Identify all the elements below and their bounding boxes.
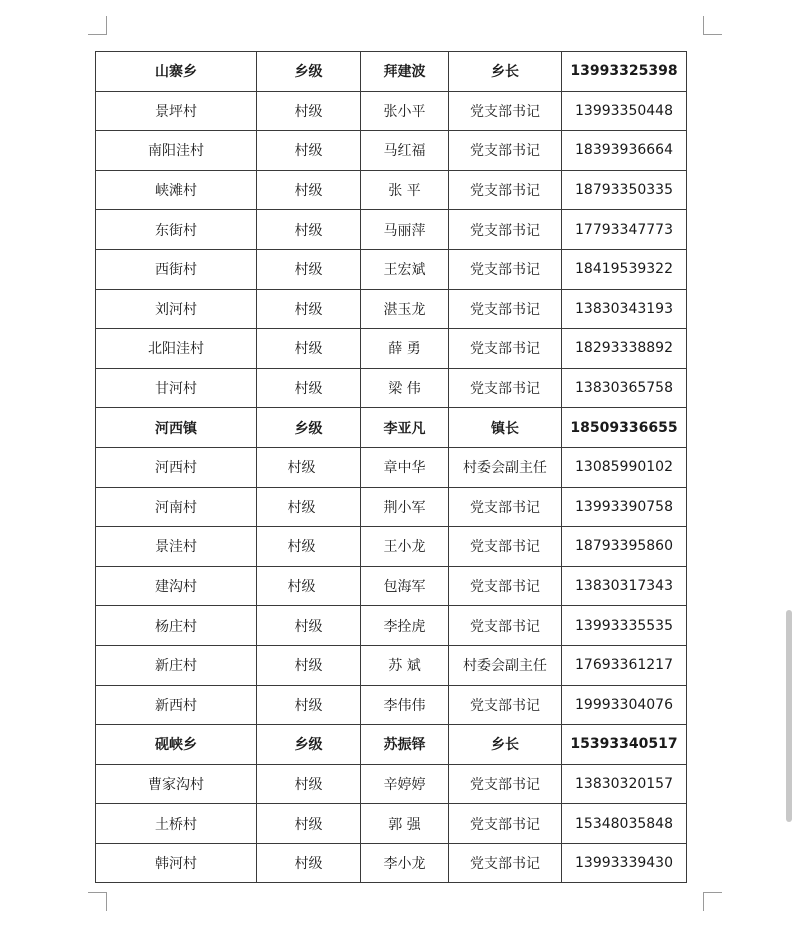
level-cell: 村级 — [257, 606, 361, 646]
place-cell: 新西村 — [96, 685, 257, 725]
person-name-cell: 李拴虎 — [361, 606, 449, 646]
place-cell: 东街村 — [96, 210, 257, 250]
phone-cell: 18293338892 — [562, 329, 687, 369]
vertical-scrollbar[interactable] — [786, 610, 792, 822]
place-cell: 河南村 — [96, 487, 257, 527]
level-cell: 村级 — [257, 447, 361, 487]
person-name-cell: 辛婷婷 — [361, 764, 449, 804]
village-row — [96, 764, 687, 804]
level-cell: 村级 — [257, 210, 361, 250]
phone-cell: 15348035848 — [562, 804, 687, 844]
phone-cell: 19993304076 — [562, 685, 687, 725]
place-cell: 南阳洼村 — [96, 131, 257, 171]
person-name-cell: 梁 伟 — [361, 368, 449, 408]
village-row — [96, 368, 687, 408]
contact-table-body — [96, 52, 687, 883]
person-name-cell: 拜建波 — [361, 52, 449, 92]
village-row — [96, 210, 687, 250]
person-name-cell: 苏 斌 — [361, 645, 449, 685]
phone-cell: 13830317343 — [562, 566, 687, 606]
level-cell: 村级 — [257, 566, 361, 606]
job-title-cell: 党支部书记 — [449, 487, 562, 527]
contact-table — [95, 51, 687, 883]
village-row — [96, 843, 687, 883]
job-title-cell: 村委会副主任 — [449, 447, 562, 487]
village-row — [96, 447, 687, 487]
place-cell: 土桥村 — [96, 804, 257, 844]
village-row — [96, 170, 687, 210]
phone-cell: 13830320157 — [562, 764, 687, 804]
village-row — [96, 685, 687, 725]
level-cell: 乡级 — [257, 725, 361, 765]
job-title-cell: 党支部书记 — [449, 764, 562, 804]
level-cell: 村级 — [257, 170, 361, 210]
person-name-cell: 李小龙 — [361, 843, 449, 883]
place-cell: 河西村 — [96, 447, 257, 487]
village-row — [96, 645, 687, 685]
person-name-cell: 薛 勇 — [361, 329, 449, 369]
job-title-cell: 村委会副主任 — [449, 645, 562, 685]
job-title-cell: 党支部书记 — [449, 606, 562, 646]
phone-cell: 13085990102 — [562, 447, 687, 487]
village-row — [96, 329, 687, 369]
person-name-cell: 包海军 — [361, 566, 449, 606]
person-name-cell: 王宏斌 — [361, 249, 449, 289]
level-cell: 乡级 — [257, 52, 361, 92]
person-name-cell: 马丽萍 — [361, 210, 449, 250]
person-name-cell: 王小龙 — [361, 527, 449, 567]
township-header-row — [96, 52, 687, 92]
job-title-cell: 党支部书记 — [449, 566, 562, 606]
place-cell: 甘河村 — [96, 368, 257, 408]
place-cell: 河西镇 — [96, 408, 257, 448]
phone-cell: 18393936664 — [562, 131, 687, 171]
job-title-cell: 乡长 — [449, 52, 562, 92]
job-title-cell: 党支部书记 — [449, 843, 562, 883]
place-cell: 刘河村 — [96, 289, 257, 329]
person-name-cell: 张 平 — [361, 170, 449, 210]
level-cell: 村级 — [257, 527, 361, 567]
job-title-cell: 党支部书记 — [449, 249, 562, 289]
place-cell: 北阳洼村 — [96, 329, 257, 369]
person-name-cell: 湛玉龙 — [361, 289, 449, 329]
township-header-row — [96, 725, 687, 765]
job-title-cell: 党支部书记 — [449, 329, 562, 369]
place-cell: 杨庄村 — [96, 606, 257, 646]
job-title-cell: 党支部书记 — [449, 527, 562, 567]
village-row — [96, 527, 687, 567]
village-row — [96, 804, 687, 844]
job-title-cell: 镇长 — [449, 408, 562, 448]
person-name-cell: 章中华 — [361, 447, 449, 487]
place-cell: 西街村 — [96, 249, 257, 289]
village-row — [96, 289, 687, 329]
place-cell: 砚峡乡 — [96, 725, 257, 765]
job-title-cell: 党支部书记 — [449, 91, 562, 131]
job-title-cell: 乡长 — [449, 725, 562, 765]
place-cell: 新庄村 — [96, 645, 257, 685]
phone-cell: 18793395860 — [562, 527, 687, 567]
phone-cell: 17793347773 — [562, 210, 687, 250]
person-name-cell: 郭 强 — [361, 804, 449, 844]
phone-cell: 13993350448 — [562, 91, 687, 131]
level-cell: 村级 — [257, 843, 361, 883]
person-name-cell: 苏振铎 — [361, 725, 449, 765]
job-title-cell: 党支部书记 — [449, 289, 562, 329]
person-name-cell: 张小平 — [361, 91, 449, 131]
village-row — [96, 91, 687, 131]
village-row — [96, 131, 687, 171]
township-header-row — [96, 408, 687, 448]
level-cell: 村级 — [257, 764, 361, 804]
phone-cell: 18793350335 — [562, 170, 687, 210]
job-title-cell: 党支部书记 — [449, 685, 562, 725]
phone-cell: 18509336655 — [562, 408, 687, 448]
level-cell: 乡级 — [257, 408, 361, 448]
place-cell: 韩河村 — [96, 843, 257, 883]
place-cell: 建沟村 — [96, 566, 257, 606]
level-cell: 村级 — [257, 368, 361, 408]
level-cell: 村级 — [257, 249, 361, 289]
person-name-cell: 李亚凡 — [361, 408, 449, 448]
phone-cell: 13993325398 — [562, 52, 687, 92]
job-title-cell: 党支部书记 — [449, 170, 562, 210]
level-cell: 村级 — [257, 91, 361, 131]
village-row — [96, 566, 687, 606]
person-name-cell: 李伟伟 — [361, 685, 449, 725]
level-cell: 村级 — [257, 131, 361, 171]
crop-mark-bottom-right — [703, 892, 722, 911]
phone-cell: 13993335535 — [562, 606, 687, 646]
job-title-cell: 党支部书记 — [449, 804, 562, 844]
level-cell: 村级 — [257, 487, 361, 527]
crop-mark-top-right — [703, 16, 722, 35]
crop-mark-bottom-left — [88, 892, 107, 911]
place-cell: 山寨乡 — [96, 52, 257, 92]
place-cell: 曹家沟村 — [96, 764, 257, 804]
level-cell: 村级 — [257, 289, 361, 329]
person-name-cell: 马红福 — [361, 131, 449, 171]
place-cell: 峡滩村 — [96, 170, 257, 210]
place-cell: 景坪村 — [96, 91, 257, 131]
level-cell: 村级 — [257, 329, 361, 369]
place-cell: 景洼村 — [96, 527, 257, 567]
phone-cell: 18419539322 — [562, 249, 687, 289]
person-name-cell: 荆小军 — [361, 487, 449, 527]
phone-cell: 15393340517 — [562, 725, 687, 765]
village-row — [96, 487, 687, 527]
phone-cell: 13830343193 — [562, 289, 687, 329]
village-row — [96, 249, 687, 289]
phone-cell: 13993339430 — [562, 843, 687, 883]
phone-cell: 17693361217 — [562, 645, 687, 685]
phone-cell: 13993390758 — [562, 487, 687, 527]
village-row — [96, 606, 687, 646]
job-title-cell: 党支部书记 — [449, 210, 562, 250]
job-title-cell: 党支部书记 — [449, 131, 562, 171]
level-cell: 村级 — [257, 685, 361, 725]
job-title-cell: 党支部书记 — [449, 368, 562, 408]
phone-cell: 13830365758 — [562, 368, 687, 408]
level-cell: 村级 — [257, 645, 361, 685]
crop-mark-top-left — [88, 16, 107, 35]
level-cell: 村级 — [257, 804, 361, 844]
